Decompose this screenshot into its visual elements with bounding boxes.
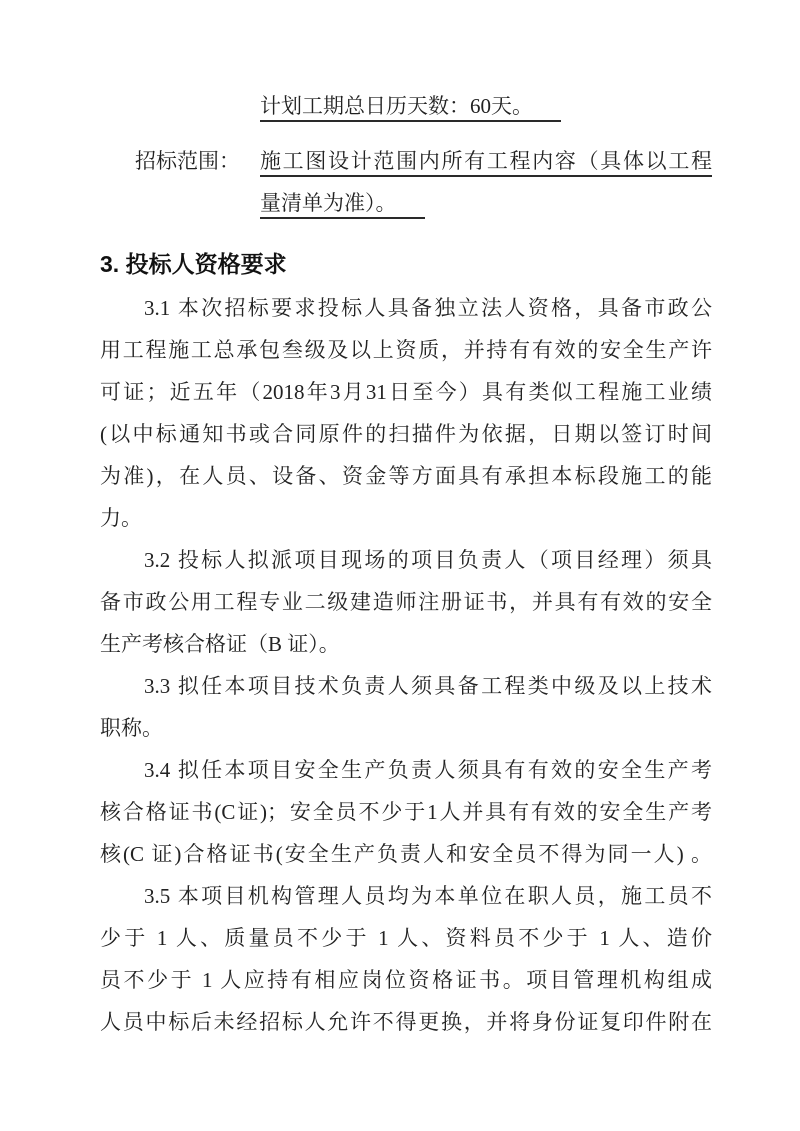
clause-line: 生产考核合格证（B 证）。 [100, 632, 340, 656]
planned-duration-text: 计划工期总日历天数：60天。 [260, 94, 561, 122]
clause-line: 3.3 拟任本项目技术负责人须具备工程类中级及以上技术 [144, 674, 712, 698]
clause-line: 3.1 本次招标要求投标人具备独立法人资格，具备市政公 [144, 296, 712, 320]
clause-line: 少于 1 人、质量员不少于 1 人、资料员不少于 1 人、造价 [100, 926, 712, 950]
underlined-text: 量清单为准）。 [260, 191, 425, 219]
clause-line: 核合格证书(C证)；安全员不少于1人并具有有效的安全生产考 [100, 800, 712, 824]
underlined-text: 施工图设计范围内所有工程内容（具体以工程 [260, 149, 712, 177]
clause-3.4 [100, 749, 712, 875]
bid-scope-row [135, 140, 712, 224]
clause-line: 职称。 [100, 716, 163, 740]
bid-scope-value [260, 140, 712, 224]
bid-scope-label: 招标范围： [135, 149, 240, 173]
clause-line: 人员中标后未经招标人允许不得更换，并将身份证复印件附在 [100, 1010, 712, 1034]
clause-line: 3.4 拟任本项目安全生产负责人须具有有效的安全生产考 [144, 758, 712, 782]
clause-line: 3.2 投标人拟派项目现场的项目负责人（项目经理）须具 [144, 548, 712, 572]
clause-3.2 [100, 539, 712, 665]
clause-line: 核(C 证)合格证书(安全生产负责人和安全员不得为同一人) 。 [100, 842, 712, 866]
planned-duration-line [260, 85, 712, 127]
clause-line: (以中标通知书或合同原件的扫描件为依据，日期以签订时间 [100, 422, 712, 446]
clause-3.3 [100, 665, 712, 749]
clause-line: 员不少于 1 人应持有相应岗位资格证书。项目管理机构组成 [100, 968, 712, 992]
clause-line: 可证；近五年（2018年3月31日至今）具有类似工程施工业绩 [100, 380, 712, 404]
bid-scope-value-line [260, 182, 712, 224]
clause-line: 备市政公用工程专业二级建造师注册证书，并具有有效的安全 [100, 590, 712, 614]
clause-3.1 [100, 287, 712, 539]
bid-scope-value-line [260, 140, 712, 182]
clause-line: 为准)，在人员、设备、资金等方面具有承担本标段施工的能 [100, 464, 712, 488]
clause-3.5 [100, 875, 712, 1043]
clause-line: 3.5 本项目机构管理人员均为本单位在职人员，施工员不 [144, 884, 712, 908]
clause-line: 用工程施工总承包叁级及以上资质，并持有有效的安全生产许 [100, 338, 712, 362]
document-content [100, 0, 712, 1043]
clause-line: 力。 [100, 506, 142, 530]
section-heading: 3. 投标人资格要求 [100, 251, 287, 277]
clauses [100, 287, 712, 1043]
